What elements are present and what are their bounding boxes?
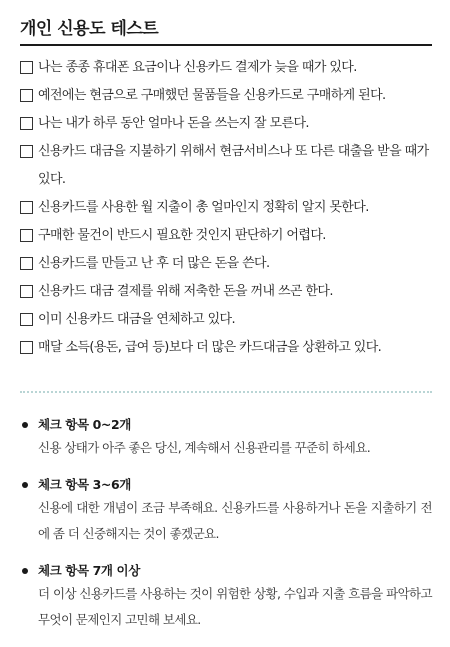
section-divider [20,391,432,393]
checkbox[interactable] [20,257,33,270]
bullet-icon [22,482,28,488]
checklist-item-text: 신용카드를 만들고 난 후 더 많은 돈을 쓴다. [38,256,270,271]
checklist-item [20,194,435,222]
checklist-item-text: 매달 소득(용돈, 급여 등)보다 더 많은 카드대금을 상환하고 있다. [38,340,382,355]
result-heading-text: 체크 항목 3~6개 [38,477,131,492]
checklist-item [20,54,435,82]
checklist-item [20,278,435,306]
checklist-item-text: 나는 내가 하루 동안 얼마나 돈을 쓰는지 잘 모른다. [38,116,309,131]
result-heading [22,415,432,435]
checklist-item-text: 나는 종종 휴대폰 요금이나 신용카드 결제가 늦을 때가 있다. [38,60,357,75]
results-section [22,415,432,647]
bullet-icon [22,568,28,574]
result-heading-text: 체크 항목 7개 이상 [38,563,140,578]
result-heading [22,475,432,495]
result-description: 더 이상 신용카드를 사용하는 것이 위험한 상황, 수입과 지출 흐름을 파악하고 무엇이 문제인지 고민해 보세요. [38,586,432,627]
result-description: 신용에 대한 개념이 조금 부족해요. 신용카드를 사용하거나 돈을 지출하기 전에 좀 더 신중해지는 것이 좋겠군요. [38,500,432,541]
checklist [20,54,435,362]
checklist-item-text: 신용카드 대금 결제를 위해 저축한 돈을 꺼내 쓰곤 한다. [38,284,333,299]
result-block [22,475,432,547]
checklist-item-text: 이미 신용카드 대금을 연체하고 있다. [38,312,236,327]
checkbox[interactable] [20,285,33,298]
checkbox[interactable] [20,201,33,214]
checklist-item-text: 구매한 물건이 반드시 필요한 것인지 판단하기 어렵다. [38,228,326,243]
checklist-item-text: 신용카드 대금을 지불하기 위해서 현금서비스나 또 다른 대출을 받을 때가 있다. [38,144,429,187]
checklist-item-text: 예전에는 현금으로 구매했던 물품들을 신용카드로 구매하게 된다. [38,88,386,103]
result-heading [22,561,432,581]
checklist-item-text: 신용카드를 사용한 월 지출이 총 얼마인지 정확히 알지 못한다. [38,200,369,215]
result-block [22,561,432,633]
result-heading-text: 체크 항목 0~2개 [38,417,131,432]
title-divider [20,44,432,46]
checklist-item [20,306,435,334]
checklist-item [20,222,435,250]
checklist-item [20,250,435,278]
checklist-item [20,82,435,110]
page-title: 개인 신용도 테스트 [20,19,159,39]
checkbox[interactable] [20,313,33,326]
checkbox[interactable] [20,341,33,354]
checkbox[interactable] [20,229,33,242]
checkbox[interactable] [20,117,33,130]
checkbox[interactable] [20,145,33,158]
result-description: 신용 상태가 아주 좋은 당신, 계속해서 신용관리를 꾸준히 하세요. [38,440,371,455]
checklist-item [20,334,435,362]
checklist-item [20,138,435,194]
checklist-item [20,110,435,138]
result-block [22,415,432,461]
bullet-icon [22,422,28,428]
checkbox[interactable] [20,89,33,102]
checkbox[interactable] [20,61,33,74]
